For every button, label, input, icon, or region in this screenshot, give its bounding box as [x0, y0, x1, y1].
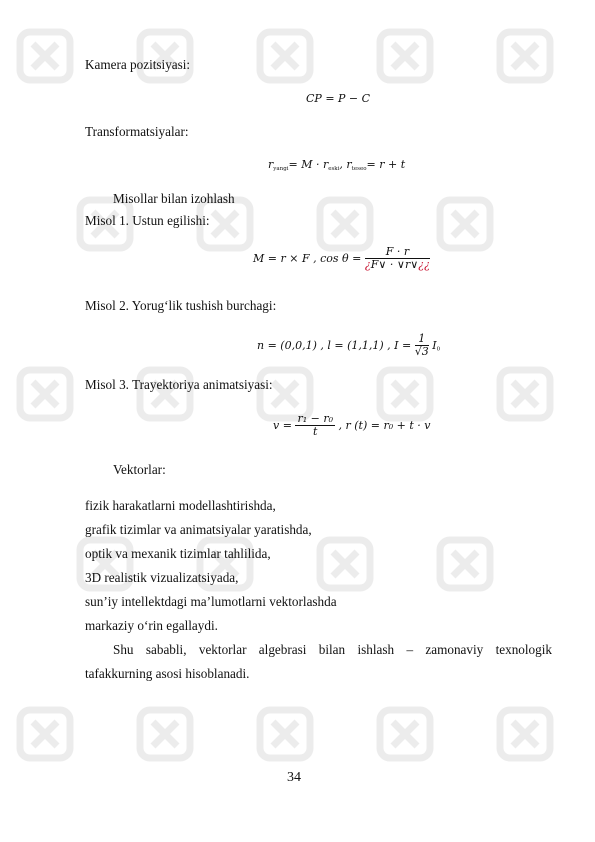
fraction-numerator: r₁ − r₀ — [297, 412, 333, 425]
example-1-title: Misol 1. Ustun egilishi: — [85, 213, 210, 228]
watermark-icon — [20, 32, 70, 80]
list-item: optik va mexanik tizimlar tahlilida, — [85, 546, 271, 561]
eq-subscript: 0 — [436, 346, 441, 353]
watermark-icon — [20, 370, 70, 418]
equation-example-1 — [253, 246, 430, 271]
heading-transformations: Transformatsiyalar: — [85, 124, 189, 139]
watermark-icon — [500, 710, 550, 758]
eq-symbol: r — [268, 158, 274, 171]
equation-transformations — [268, 158, 405, 172]
watermark-icon — [140, 710, 190, 758]
heading-camera-position: Kamera pozitsiyasi: — [85, 57, 191, 72]
fraction — [295, 413, 335, 438]
watermark-icon — [500, 370, 550, 418]
fraction — [365, 246, 430, 271]
list-item: grafik tizimlar va animatsiyalar yaratishda, — [85, 522, 312, 537]
eq-part: , r (t) = r₀ + t · v — [338, 419, 431, 432]
eq-part: , — [339, 158, 343, 171]
list-item: fizik harakatlarni modellashtirishda, — [85, 498, 276, 513]
list-item: markaziy o‘rin egallaydi. — [85, 618, 218, 633]
watermark-icon — [380, 710, 430, 758]
watermark-icon — [320, 540, 370, 588]
eq-part: v = — [273, 419, 292, 432]
page-number: 34 — [287, 770, 301, 785]
watermark-icon — [260, 32, 310, 80]
eq-red-glyph: ¿ — [364, 258, 371, 271]
equation-example-3 — [273, 413, 430, 438]
example-3-title: Misol 3. Trayektoriya animatsiyasi: — [85, 377, 273, 392]
eq-part: I — [432, 339, 437, 352]
watermark-icon — [500, 32, 550, 80]
eq-part: F∨ · ∨r∨ — [370, 258, 419, 271]
eq-subscript: teseo — [351, 166, 367, 172]
conclusion-line-2: tafakkurning asosi hisoblanadi. — [85, 666, 250, 681]
eq-part: n = (0,0,1) , l = (1,1,1) , I = — [257, 339, 412, 352]
list-item: sun’iy intellektdagi ma’lumotlarni vektorlashda — [85, 594, 337, 609]
eq-part: = M · r — [288, 158, 329, 171]
heading-examples: Misollar bilan izohlash — [113, 191, 235, 206]
watermark-icon — [380, 32, 430, 80]
eq-red-glyph: ¿¿ — [418, 258, 431, 271]
fraction-numerator: F · r — [365, 246, 430, 259]
fraction-denominator: √3 — [414, 345, 429, 358]
fraction-numerator: 1 — [415, 333, 429, 346]
eq-symbol: r — [346, 158, 352, 171]
fraction — [415, 333, 429, 358]
conclusion-line-1: Shu sababli, vektorlar algebrasi bilan ishlash – zamonaviy texnologik — [113, 642, 552, 657]
watermark-icon — [440, 540, 490, 588]
watermark-icon — [380, 370, 430, 418]
watermark-icon — [320, 200, 370, 248]
watermark-icon — [20, 710, 70, 758]
eq-subscript: eski — [328, 166, 340, 172]
fraction-denominator — [365, 259, 430, 271]
watermark-icon — [440, 200, 490, 248]
equation-example-2 — [257, 333, 440, 358]
fraction-denominator: t — [313, 425, 318, 438]
example-2-title: Misol 2. Yorug‘lik tushish burchagi: — [85, 298, 277, 313]
eq-part: = r + t — [366, 158, 406, 171]
watermark-icon — [260, 710, 310, 758]
eq-subscript: yangi — [273, 166, 289, 172]
list-item: 3D realistik vizualizatsiyada, — [85, 570, 239, 585]
heading-vectors: Vektorlar: — [113, 462, 166, 477]
equation-camera: CP = P − C — [306, 92, 371, 105]
eq-part: M = r × F , cos θ = — [253, 252, 362, 265]
